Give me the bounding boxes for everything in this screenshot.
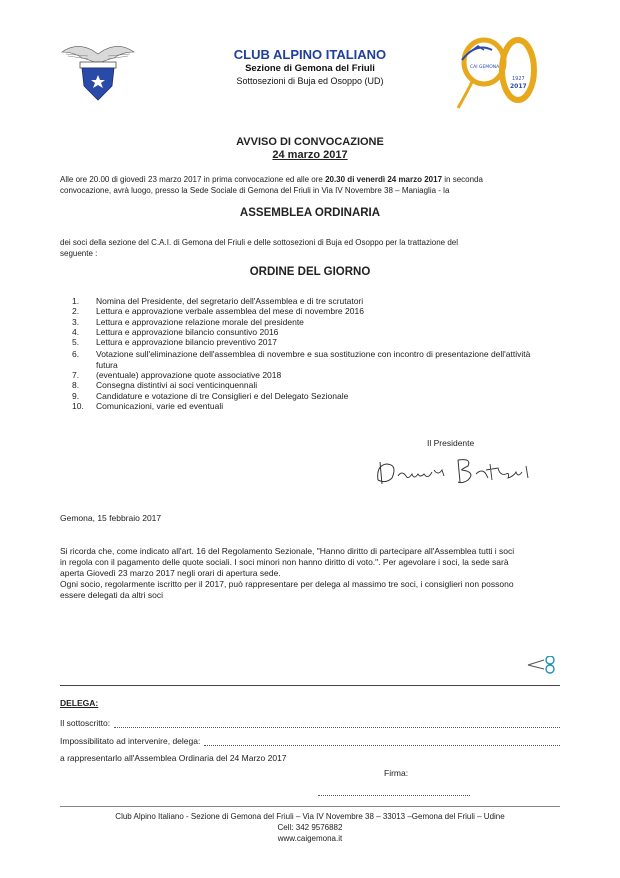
item-text: Nomina del Presidente, del segretario dell'Assemblea e di tre scrutatori	[96, 296, 364, 306]
list-item	[72, 380, 552, 390]
reminder-text	[60, 546, 575, 601]
svg-text:2017: 2017	[510, 83, 527, 90]
cut-line	[60, 685, 560, 686]
intro-line2: convocazione, avrà luogo, presso la Sede Sociale di Gemona del Friuli in Via IV Novembre 38 – Maniaglia - la	[60, 186, 450, 195]
list-item	[72, 337, 552, 347]
input-line[interactable]	[204, 736, 560, 746]
reminder-line: Ogni socio, regolarmente iscritto per il 2017, può rappresentare per delega al massimo tre soci, i consiglieri non possono	[60, 579, 514, 589]
item-number: 4.	[72, 326, 80, 337]
delega-label: Impossibilitato ad intervenire, delega:	[60, 736, 201, 746]
delega-line1	[60, 718, 560, 729]
place-date: Gemona, 15 febbraio 2017	[60, 513, 162, 523]
item-text: Votazione sull'eliminazione dell'assemblea di novembre e sua sostituzione con incontro di presentazione dell'attività futura	[96, 349, 531, 370]
item-text: Lettura e approvazione verbale assemblea del mese di novembre 2016	[96, 306, 364, 317]
delega-line3: a rappresentarlo all'Assemblea Ordinaria del 24 Marzo 2017	[60, 753, 287, 763]
intro-bold: 20.30 di venerdì 24 marzo 2017	[325, 175, 443, 184]
footer-address: Club Alpino Italiano - Sezione di Gemona del Friuli – Via IV Novembre 38 – 33013 –Gemona del Friuli – Udine	[115, 812, 505, 821]
notice-date: 24 marzo 2017	[272, 149, 348, 161]
item-number: 1.	[72, 296, 80, 306]
intro-part2: in seconda	[442, 175, 483, 184]
cai-emblem-icon	[58, 40, 138, 102]
item-text: Candidature e votazione di tre Consiglieri e del Delegato Sezionale	[96, 390, 349, 401]
list-item	[72, 401, 552, 411]
footer-website[interactable]: www.caigemona.it	[277, 834, 343, 843]
item-number: 9.	[72, 390, 80, 401]
scissors-icon	[526, 656, 560, 674]
list-item	[72, 391, 552, 401]
input-line[interactable]	[114, 718, 560, 728]
item-text: Lettura e approvazione relazione morale del presidente	[96, 316, 304, 327]
item-number: 7.	[72, 370, 80, 381]
firma-label: Firma:	[384, 768, 409, 778]
footer	[60, 811, 560, 844]
item-number: 3.	[72, 316, 80, 327]
list-item	[72, 296, 552, 306]
list-item	[72, 327, 552, 337]
reminder-line: essere delegati da altri soci	[60, 590, 164, 600]
item-text: Lettura e approvazione bilancio consuntivo 2016	[96, 326, 279, 337]
item-text: Consegna distintivi ai soci venticinquennali	[96, 380, 258, 391]
assembly-title: ASSEMBLEA ORDINARIA	[239, 207, 381, 219]
footer-phone: Cell: 342 9576882	[277, 823, 343, 832]
handwritten-signature	[372, 452, 552, 490]
intro-text	[60, 174, 570, 196]
item-text: (eventuale) approvazione quote associative 2018	[96, 370, 282, 381]
list-item	[72, 349, 552, 370]
svg-text:1927: 1927	[512, 76, 525, 82]
notice-title: AVVISO DI CONVOCAZIONE	[236, 136, 384, 148]
section-name: Sezione di Gemona del Friuli	[245, 63, 375, 74]
firma-line[interactable]	[318, 795, 470, 796]
footer-rule	[60, 806, 560, 807]
list-item	[72, 317, 552, 327]
item-text: Lettura e approvazione bilancio preventivo 2017	[96, 337, 277, 348]
reminder-line: in regola con il pagamento delle quote sociali. I soci minori non hanno diritto di voto.". Per agevolare i soci, la sede sarà	[60, 557, 509, 567]
subsections: Sottosezioni di Buja ed Osoppo (UD)	[236, 76, 384, 86]
list-item	[72, 370, 552, 380]
svg-text:CAI GEMONA: CAI GEMONA	[470, 65, 500, 70]
item-number: 8.	[72, 380, 80, 391]
item-text: Comunicazioni, varie ed eventuali	[96, 400, 224, 411]
delega-title: DELEGA:	[60, 698, 99, 708]
members-line1: dei soci della sezione del C.A.I. di Gemona del Friuli e delle sottosezioni di Buja ed Osoppo per la trattazione del	[60, 238, 459, 247]
item-number: 5.	[72, 337, 80, 348]
reminder-line: Si ricorda che, come indicato all'art. 16 del Regolamento Sezionale, "Hanno diritto di partecipare all'Assemblea tutti i soci	[60, 546, 515, 556]
president-role: Il Presidente	[427, 438, 475, 448]
item-number: 6.	[72, 349, 80, 360]
item-number: 2.	[72, 306, 80, 317]
delega-line2	[60, 736, 560, 747]
members-text	[60, 237, 570, 259]
90-anniversary-logo-icon	[452, 32, 544, 112]
item-number: 10.	[72, 400, 84, 411]
header-block	[150, 47, 470, 87]
members-line2: seguente :	[60, 249, 98, 258]
agenda-title: ORDINE DEL GIORNO	[249, 266, 371, 278]
reminder-line: aperta Giovedì 23 marzo 2017 negli orari di apertura sede.	[60, 568, 281, 578]
intro-part1: Alle ore 20.00 di giovedì 23 marzo 2017 in prima convocazione ed alle ore	[60, 175, 326, 184]
list-item	[72, 306, 552, 316]
org-name: CLUB ALPINO ITALIANO	[233, 47, 387, 62]
delega-label: Il sottoscritto:	[60, 718, 111, 728]
agenda-list	[72, 296, 552, 411]
